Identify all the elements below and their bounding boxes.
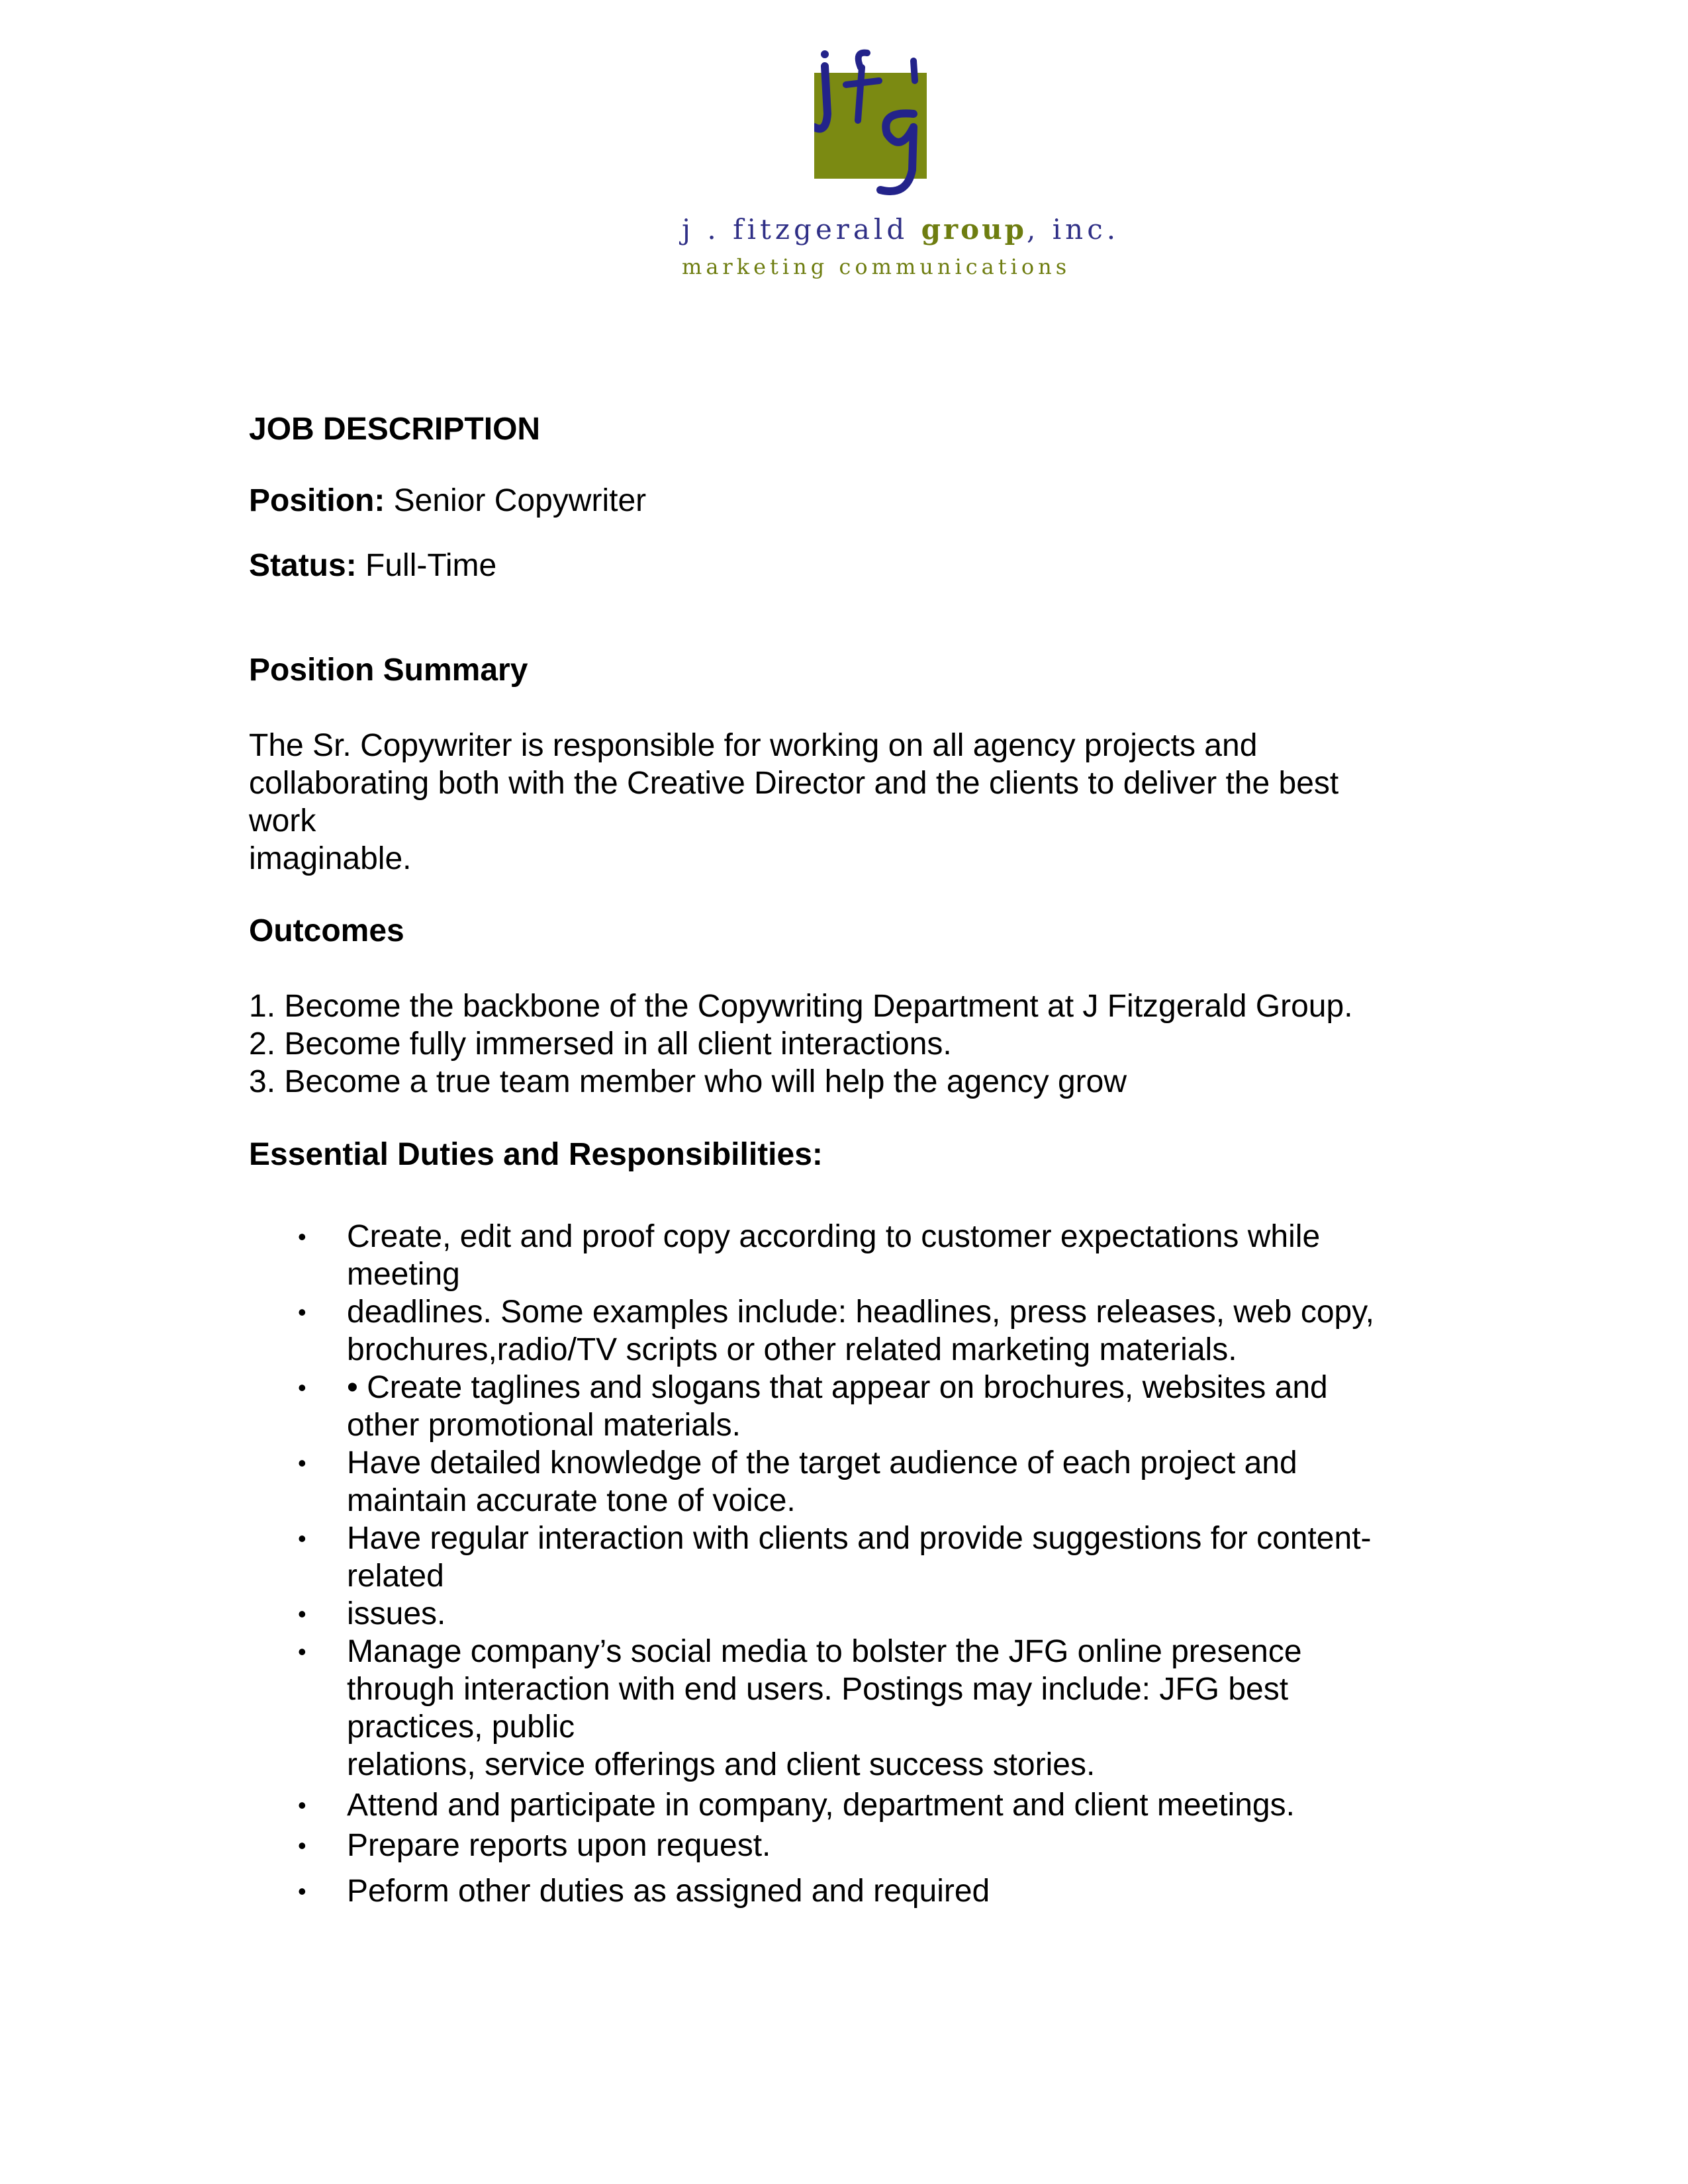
outcome-item: 1. Become the backbone of the Copywriting Department at J Fitzgerald Group. [249,989,1353,1024]
bullet-icon: • [298,1600,306,1627]
bullet-icon: • [298,1374,306,1401]
duty-text: Attend and participate in company, department and client meetings. [347,1788,1295,1823]
duty-text: meeting [347,1257,460,1292]
duty-item [249,1827,1454,1864]
duty-text: Manage company’s social media to bolster the JFG online presence [347,1634,1302,1669]
company-logo [814,48,931,180]
position-value: Senior Copywriter [385,483,647,518]
position-label: Position: [249,483,385,518]
bullet-icon: • [298,1638,306,1665]
bullet-icon: • [298,1525,306,1552]
duty-text: issues. [347,1596,446,1631]
duty-text: • Create taglines and slogans that appear on brochures, websites and [347,1370,1328,1405]
company-name-part-1: j . fitzgerald [682,213,921,246]
duty-text: Peform other duties as assigned and required [347,1874,990,1909]
summary-line: imaginable. [249,841,412,876]
company-name-suffix: , inc. [1027,213,1120,246]
summary-heading: Position Summary [249,653,528,688]
outcomes-heading: Outcomes [249,913,404,948]
bullet-icon: • [298,1792,306,1819]
company-wordmark [682,213,1120,286]
duty-item [249,1293,1454,1369]
duty-text: Prepare reports upon request. [347,1828,771,1863]
duty-item [249,1595,1454,1633]
status-value: Full-Time [356,548,497,583]
duty-text: through interaction with end users. Postings may include: JFG best [347,1672,1289,1707]
summary-line: The Sr. Copywriter is responsible for working on all agency projects and [249,728,1258,763]
bullet-icon: • [298,1298,306,1326]
summary-paragraph [249,727,1454,878]
duty-text: Create, edit and proof copy according to customer expectations while [347,1219,1321,1254]
duty-text: deadlines. Some examples include: headlines, press releases, web copy, [347,1295,1374,1330]
duty-text: practices, public [347,1709,575,1745]
status-label: Status: [249,548,357,583]
outcomes-list [249,987,1353,1101]
bullet-icon: • [298,1223,306,1250]
duty-item [249,1872,1454,1910]
bullet-icon: • [298,1449,306,1477]
duty-item [249,1218,1454,1293]
status-field [249,547,496,584]
summary-line: work [249,803,316,839]
duty-text: maintain accurate tone of voice. [347,1483,796,1518]
duty-text: related [347,1559,444,1594]
duty-item [249,1369,1454,1444]
duty-text: brochures,radio/TV scripts or other related marketing materials. [347,1332,1237,1367]
logo-monogram [814,48,931,233]
bullet-icon: • [298,1878,306,1905]
duties-heading: Essential Duties and Responsibilities: [249,1137,823,1172]
duty-text: Have detailed knowledge of the target audience of each project and [347,1445,1297,1480]
document-title: JOB DESCRIPTION [249,412,541,447]
outcome-item: 2. Become fully immersed in all client interactions. [249,1026,952,1062]
duty-item [249,1633,1454,1784]
outcome-item: 3. Become a true team member who will help the agency grow [249,1064,1127,1099]
duties-list [249,1218,1454,1910]
summary-line: collaborating both with the Creative Director and the clients to deliver the best [249,766,1339,801]
company-tagline: marketing communications [682,254,1071,279]
position-field [249,482,646,520]
duty-text: Have regular interaction with clients and provide suggestions for content- [347,1521,1372,1556]
company-name-group: group [921,213,1027,246]
bullet-icon: • [298,1832,306,1859]
company-name [682,213,1120,246]
duty-text: relations, service offerings and client success stories. [347,1747,1096,1782]
duty-text: other promotional materials. [347,1408,741,1443]
duty-item [249,1786,1454,1824]
duty-item [249,1520,1454,1595]
duty-item [249,1444,1454,1520]
